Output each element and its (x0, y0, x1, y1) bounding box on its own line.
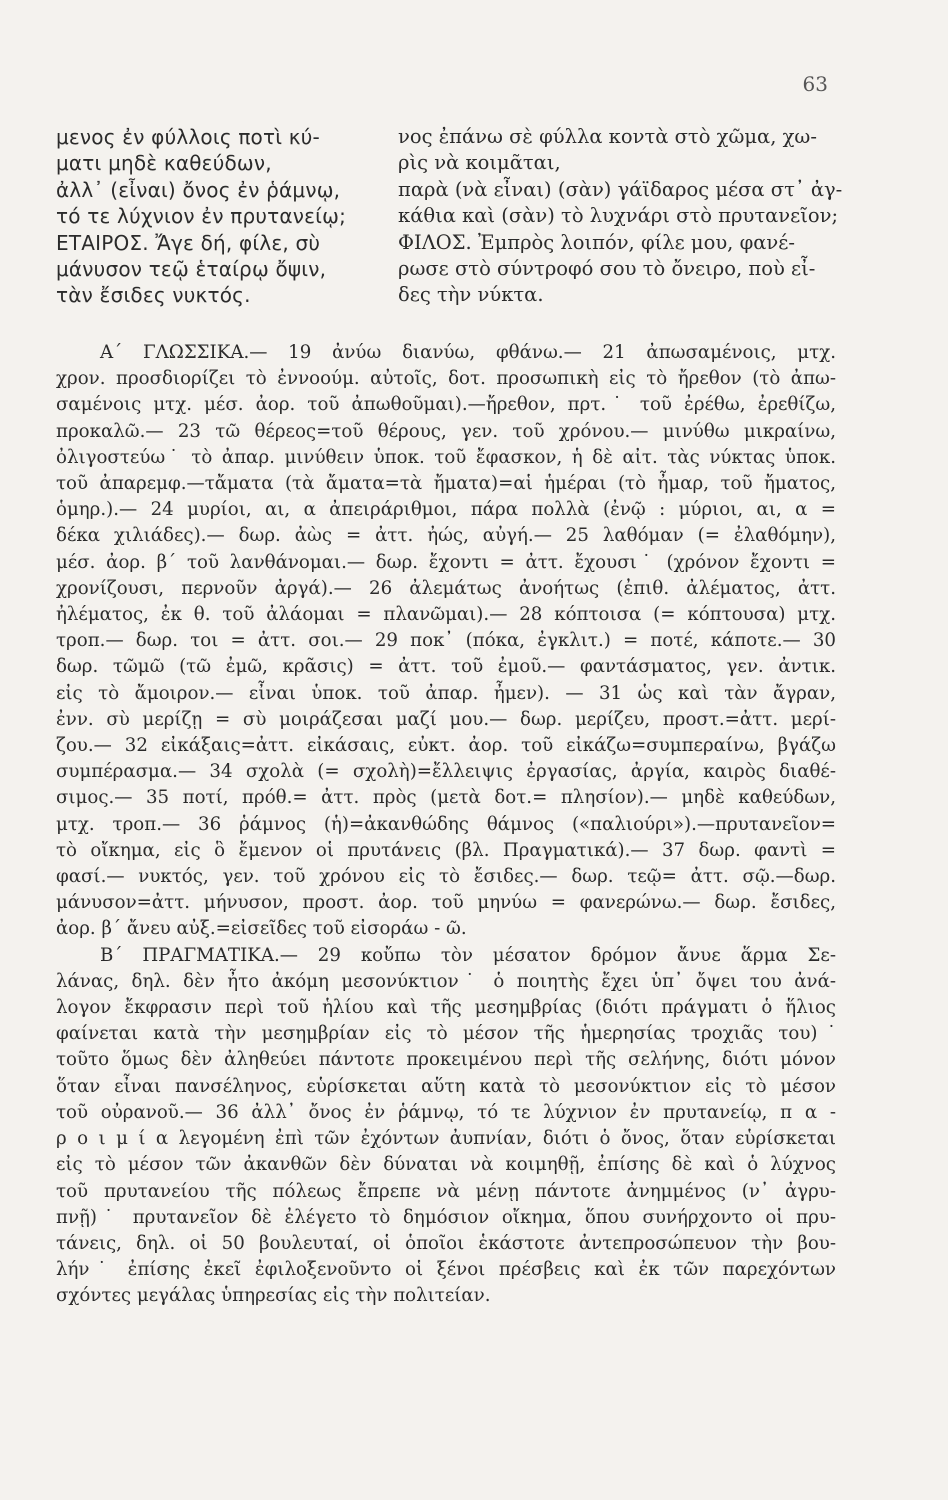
pragmatika-line: λάνας, δηλ. δὲν ἦτο ἀκόμη μεσονύκτιον˙ ὁ ποιητὴς ἔχει ὑπ᾽ ὄψει του ἀνά- (56, 970, 836, 992)
pragmatika-line: λήν˙ ἐπίσης ἐκεῖ ἐφιλοξενοῦντο οἱ ξένοι πρέσβεις καὶ ἐκ τῶν παρεχόντων (56, 1259, 836, 1281)
verse-translation (398, 124, 843, 309)
glossika-line: σιμος.— 35 ποτί, πρόθ.= ἀττ. πρὸς (μετὰ δοτ.= πλησίον).— μηδὲ καθεύδων, (56, 787, 836, 809)
pragmatika-line: τοῦτο ὅμως δὲν ἀληθεύει πάντοτε προκειμένου περὶ τῆς σελήνης, διότι μόνον (56, 1049, 836, 1071)
commentary-section (56, 340, 836, 1310)
pragmatika-line: τάνεις, δηλ. οἱ 50 βουλευταί, οἱ ὁποῖοι ἑκάστοτε ἀντεπροσώπευον τὴν βου- (56, 1232, 836, 1254)
pragmatika-line: ρ ο ι μ ί α λεγομένη ἐπὶ τῶν ἐχόντων ἀυπνίαν, διότι ὁ ὄνος, ὅταν εὑρίσκεται (56, 1128, 836, 1150)
verse-line: ΕΤΑΙΡΟΣ. Ἄγε δή, φίλε, σὺ (56, 230, 321, 255)
glossika-line: εἰς τὸ ἄμοιρον.— εἶναι ὑποκ. τοῦ ἀπαρ. ἦμεν). — 31 ὡς καὶ τὰν ἄγραν, (56, 682, 836, 704)
verse-line: μάνυσον τεῷ ἑταίρῳ ὄψιν, (56, 257, 327, 282)
pragmatika-line: Β΄ ΠΡΑΓΜΑΤΙΚΑ.— 29 κοὔπω τὸν μέσατον δρόμον ἄνυε ἅρμα Σε- (100, 944, 836, 966)
pragmatika-line: φαίνεται κατὰ τὴν μεσημβρίαν εἰς τὸ μέσον τῆς ἡμερησίας τροχιᾶς του)˙ (56, 1023, 836, 1045)
pragmatika-line: λογον ἔκφρασιν περὶ τοῦ ἡλίου καὶ τῆς μεσημβρίας (διότι πράγματι ὁ ἥλιος (56, 997, 836, 1019)
glossika-line: ὀλιγοστεύω˙ τὸ ἀπαρ. μινύθειν ὑποκ. τοῦ ἔφασκον, ἡ δὲ αἰτ. τὰς νύκτας ὑποκ. (56, 446, 836, 468)
pragmatika-line: πνῇ)˙ πρυτανεῖον δὲ ἐλέγετο τὸ δημόσιον οἴκημα, ὅπου συνήρχοντο οἱ πρυ- (56, 1206, 836, 1228)
translation-line: ρὶς νὰ κοιμᾶται, (398, 151, 561, 175)
glossika-line: χρονίζουσι, περνοῦν ἀργά).— 26 ἀλεμάτως ἀνοήτως (ἐπιθ. ἀλέματος, ἀττ. (56, 577, 836, 599)
glossika-line: φασί.— νυκτός, γεν. τοῦ χρόνου εἰς τὸ ἔσιδες.— δωρ. τεῷ= ἀττ. σῷ.—δωρ. (56, 866, 836, 888)
translation-line: κάθια καὶ (σὰν) τὸ λυχνάρι στὸ πρυτανεῖον; (398, 204, 839, 228)
pragmatika-line: τοῦ οὐρανοῦ.— 36 ἀλλ᾽ ὄνος ἐν ῥάμνῳ, τό τε λύχνιον ἐν πρυτανείῳ, π α - (56, 1101, 836, 1123)
translation-line: παρὰ (νὰ εἶναι) (σὰν) γάϊδαρος μέσα στ᾽ ἀγ- (398, 177, 843, 201)
glossika-line: ἠλέματος, ἐκ θ. τοῦ ἀλάομαι = πλανῶμαι).— 28 κόπτοισα (= κόπτουσα) μτχ. (56, 604, 836, 626)
glossika-line: μτχ. τροπ.— 36 ῥάμνος (ἡ)=ἀκανθώδης θάμνος («παλιούρι»).—πρυτανεῖον= (56, 813, 836, 835)
glossika-line: Α΄ ΓΛΩΣΣΙΚΑ.— 19 ἀνύω διανύω, φθάνω.— 21 ἀπωσαμένοις, μτχ. (100, 342, 836, 363)
verse-line: τὰν ἔσιδες νυκτός. (56, 283, 251, 308)
glossika-line: μάνυσον=ἀττ. μήνυσον, προστ. ἀορ. τοῦ μηνύω = φανερώνω.— δωρ. ἔσιδες, (56, 892, 836, 914)
glossika-line: ἀορ. β΄ ἄνευ αὐξ.=εἰσεῖδες τοῦ εἰσοράω - ῶ. (56, 918, 467, 940)
verse-line: ἀλλ᾽ (εἶναι) ὄνος ἐν ῥάμνῳ, (56, 177, 341, 202)
page-number: 63 (802, 72, 828, 96)
translation-line: δες τὴν νύκτα. (398, 283, 544, 307)
glossika-line: τοῦ ἀπαρεμφ.—τἄματα (τὰ ἄματα=τὰ ἤματα)=αἱ ἡμέραι (τὸ ἦμαρ, τοῦ ἤματος, (56, 473, 836, 495)
translation-line: νος ἐπάνω σὲ φύλλα κοντὰ στὸ χῶμα, χω- (398, 125, 817, 148)
glossika-line: προκαλῶ.— 23 τῶ θέρεος=τοῦ θέρους, γεν. τοῦ χρόνου.— μινύθω μικραίνω, (56, 420, 836, 442)
glossika-line: ζου.— 32 εἰκάξαις=ἀττ. εἰκάσαις, εὐκτ. ἀορ. τοῦ εἰκάζω=συμπεραίνω, βγάζω (56, 735, 836, 757)
glossika-line: δέκα χιλιάδες).— δωρ. ἀὼς = ἀττ. ἠώς, αὐγή.— 25 λαθόμαν (= ἐλαθόμην), (56, 525, 836, 547)
verse-line: ματι μηδὲ καθεύδων, (56, 151, 272, 176)
pragmatika-line: τοῦ πρυτανείου τῆς πόλεως ἔπρεπε νὰ μένῃ πάντοτε ἀνημμένος (ν᾽ ἀγρυ- (56, 1180, 836, 1202)
glossika-line: μέσ. ἀορ. β΄ τοῦ λανθάνομαι.— δωρ. ἔχοντι = ἀττ. ἔχουσι˙ (χρόνον ἔχοντι = (56, 551, 836, 573)
glossika-line: τροπ.— δωρ. τοι = ἀττ. σοι.— 29 ποκ᾽ (πόκα, ἐγκλιτ.) = ποτέ, κάποτε.— 30 (56, 630, 836, 652)
glossika-line: τὸ οἴκημα, εἰς ὃ ἔμενον οἱ πρυτάνεις (βλ. Πραγματικά).— 37 δωρ. φαντὶ = (56, 839, 836, 861)
verse-line: τό τε λύχνιον ἐν πρυτανείῳ; (56, 204, 347, 229)
pragmatika-line: σχόντες μεγάλας ὑπηρεσίας εἰς τὴν πολιτείαν. (56, 1285, 491, 1307)
glossika-line: ἐνν. σὺ μερίζῃ = σὺ μοιράζεσαι μαζί μου.— δωρ. μερίζευ, προστ.=ἀττ. μερί- (56, 708, 836, 730)
verse-greek-original (56, 124, 386, 309)
glossika-line: ὁμηρ.).— 24 μυρίοι, αι, α ἀπειράριθμοι, πάρα πολλὰ (ἐνῷ : μύριοι, αι, α = (56, 499, 836, 521)
glossika-line: συμπέρασμα.— 34 σχολὰ (= σχολὴ)=ἔλλειψις ἐργασίας, ἀργία, καιρὸς διαθέ- (56, 761, 836, 783)
glossika-line: σαμένοις μτχ. μέσ. ἀορ. τοῦ ἀπωθοῦμαι).—ἤρεθον, πρτ.˙ τοῦ ἐρέθω, ἐρεθίζω, (56, 394, 836, 416)
translation-line: ρωσε στὸ σύντροφό σου τὸ ὄνειρο, ποὺ εἶ- (398, 257, 816, 281)
glossika-line: δωρ. τῶμῶ (τῶ ἐμῶ, κρᾶσις) = ἀττ. τοῦ ἐμοῦ.— φαντάσματος, γεν. ἀντικ. (56, 656, 836, 678)
glossika-line: χρον. προσδιορίζει τὸ ἐννοούμ. αὐτοῖς, δοτ. προσωπικὴ εἰς τὸ ἤρεθον (τὸ ἀπω- (56, 368, 836, 390)
pragmatika-line: εἰς τὸ μέσον τῶν ἀκανθῶν δὲν δύναται νὰ κοιμηθῇ, ἐπίσης δὲ καὶ ὁ λύχνος (56, 1154, 836, 1176)
pragmatika-line: ὅταν εἶναι πανσέληνος, εὑρίσκεται αὕτη κατὰ τὸ μεσονύκτιον εἰς τὸ μέσον (56, 1075, 836, 1097)
verse-line: μενος ἐν φύλλοις ποτὶ κύ- (56, 125, 320, 149)
translation-line: ΦΙΛΟΣ. Ἐμπρὸς λοιπόν, φίλε μου, φανέ- (398, 230, 795, 254)
